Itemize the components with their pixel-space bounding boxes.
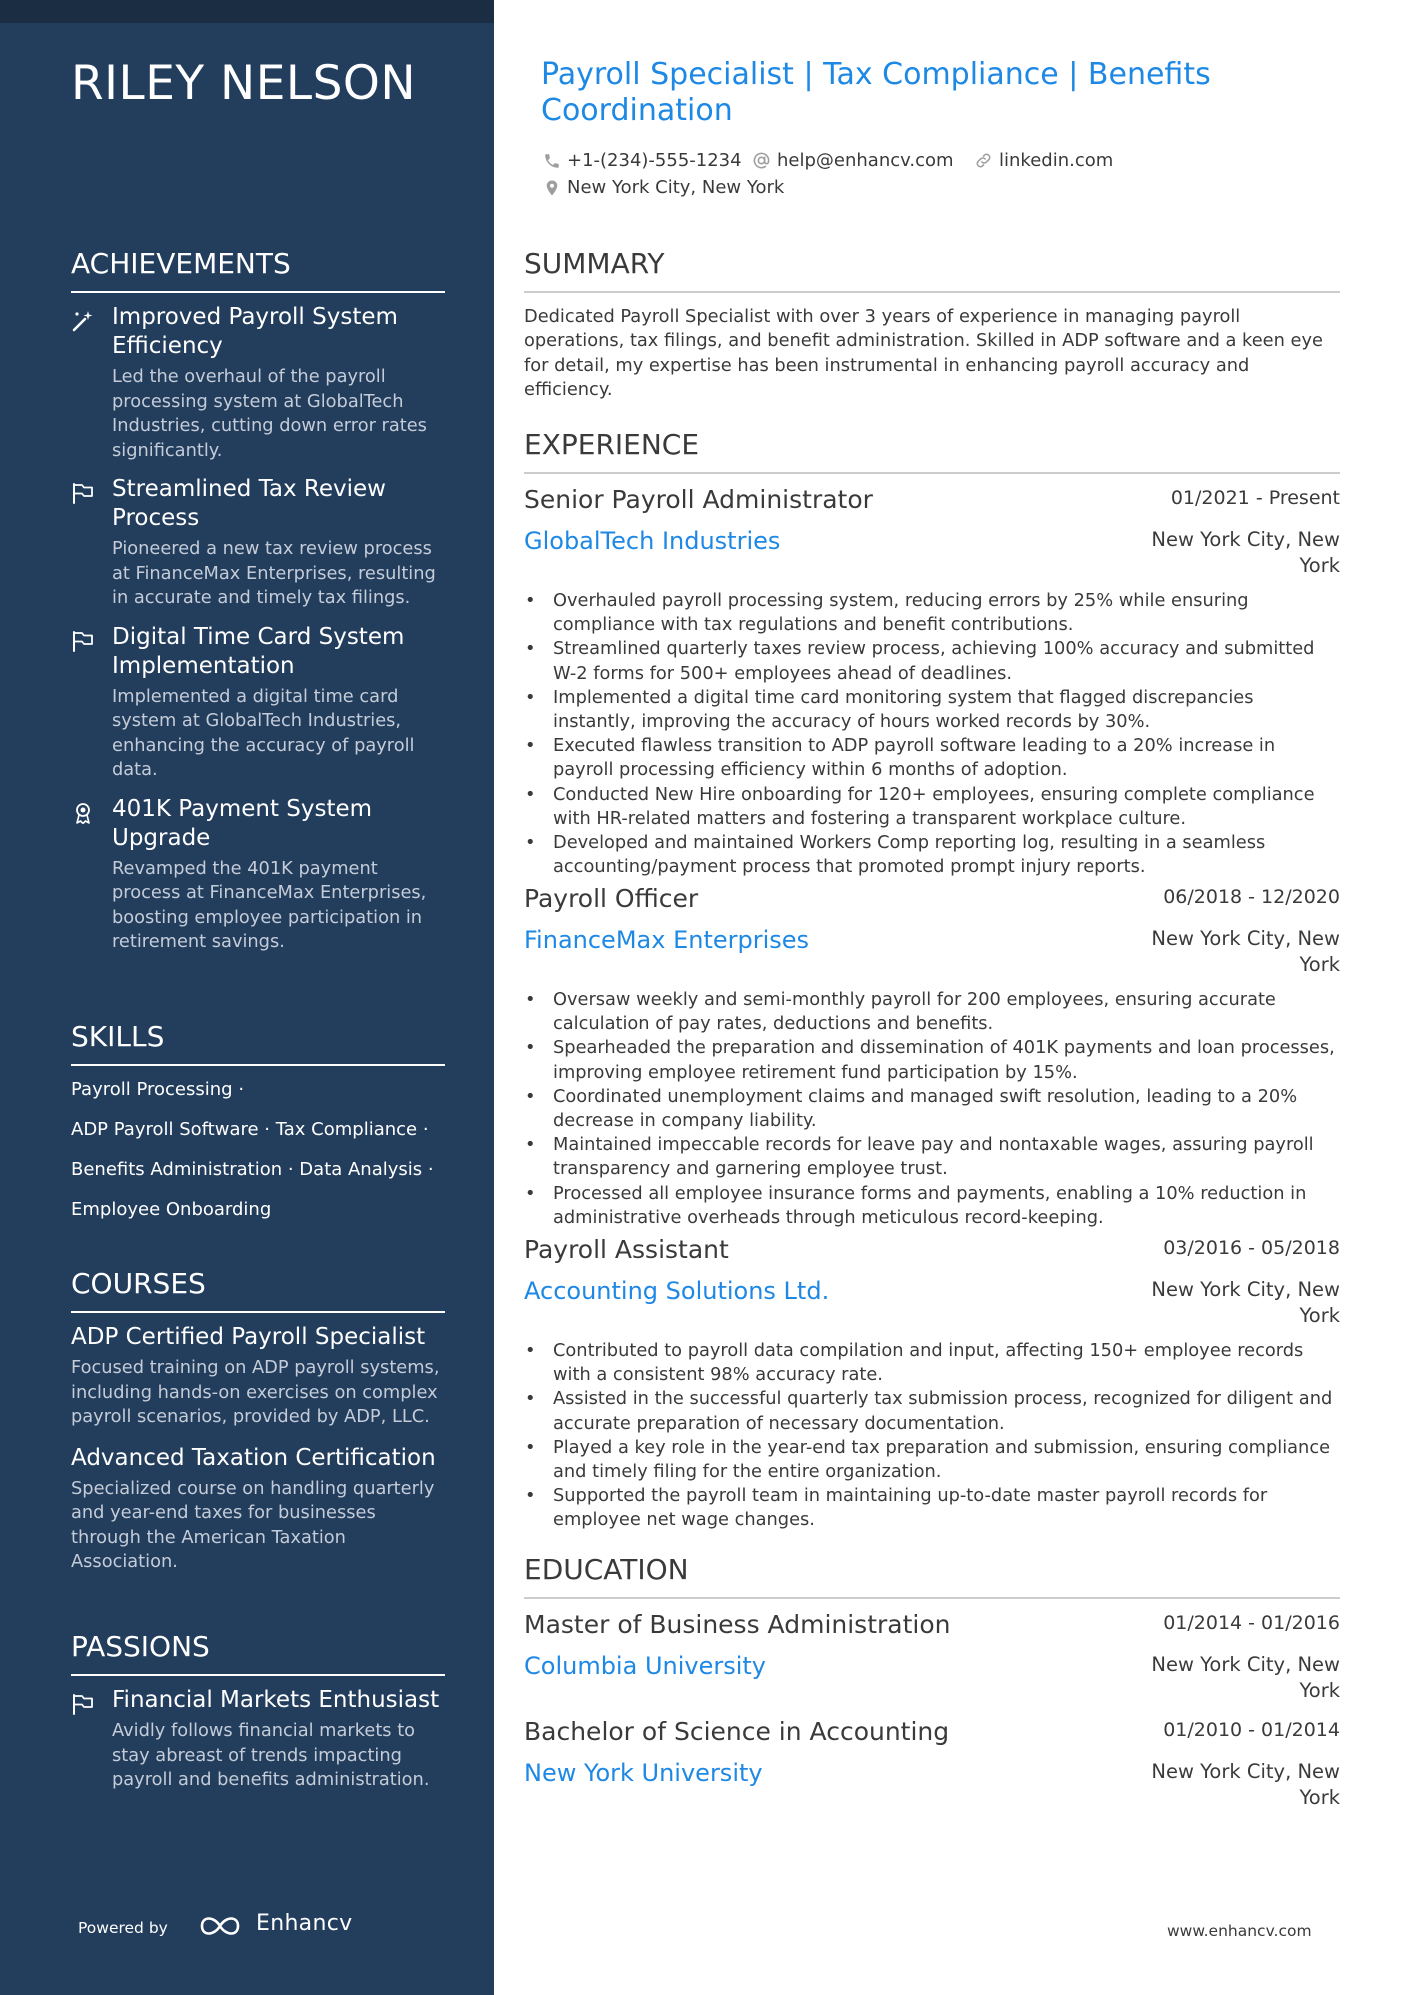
- skills-heading: SKILLS: [71, 1020, 445, 1066]
- education-heading: EDUCATION: [524, 1553, 1340, 1599]
- bullet-item: • Overhauled payroll processing system, reducing errors by 25% while ensuring compliance with tax regulations and benefit contributions.: [524, 589, 1340, 637]
- course-desc: Specialized course on handling quarterly and year-end taxes for businesses through the American Taxation Association.: [71, 1477, 435, 1572]
- flag-icon: [71, 629, 95, 653]
- at-sign-icon: [752, 151, 771, 170]
- bullet-item: • Played a key role in the year-end tax preparation and submission, ensuring compliance and timely filing for the entire organization.: [524, 1436, 1340, 1484]
- company-name: FinanceMax Enterprises: [524, 926, 810, 954]
- passions-heading: PASSIONS: [71, 1630, 445, 1676]
- sidebar: [0, 0, 494, 1995]
- edu-dates: 01/2014 - 01/2016: [1163, 1612, 1340, 1634]
- bullet-item: • Assisted in the successful quarterly tax submission process, recognized for diligent and accurate preparation of necessary documentation.: [524, 1387, 1340, 1435]
- headline: Payroll Specialist | Tax Compliance | Benefits Coordination: [541, 57, 1211, 128]
- achievements-section: [71, 247, 445, 967]
- edu-dates: 01/2010 - 01/2014: [1163, 1719, 1340, 1741]
- achievement-item: [71, 623, 445, 783]
- passion-item: [71, 1686, 445, 1793]
- achievement-title: Improved Payroll System Efficiency: [112, 304, 398, 359]
- achievement-title: Digital Time Card System Implementation: [112, 623, 405, 679]
- linkedin-text: linkedin.com: [999, 150, 1114, 171]
- job-location: New York City, New York: [1151, 927, 1340, 976]
- education-item: [524, 1610, 1340, 1714]
- job-dates: 01/2021 - Present: [1170, 487, 1340, 509]
- job-title: Senior Payroll Administrator: [524, 485, 873, 514]
- job-title: Payroll Assistant: [524, 1235, 729, 1264]
- edu-location: New York City, New York: [1151, 1760, 1340, 1809]
- edu-location: New York City, New York: [1151, 1653, 1340, 1702]
- job-bullets: [524, 1339, 1340, 1533]
- achievement-item: [71, 303, 445, 463]
- job-dates: 03/2016 - 05/2018: [1163, 1237, 1340, 1259]
- passion-title: Financial Markets Enthusiast: [112, 1687, 440, 1713]
- enhancv-brand: Enhancv: [256, 1911, 353, 1936]
- bullet-item: • Oversaw weekly and semi-monthly payroll for 200 employees, ensuring accurate calculation of pay rates, deductions and benefits.: [524, 988, 1340, 1036]
- bullet-item: • Contributed to payroll data compilation and input, affecting 150+ employee records with a consistent 98% accuracy rate.: [524, 1339, 1340, 1387]
- experience-item: [524, 1235, 1340, 1533]
- degree-title: Master of Business Administration: [524, 1610, 951, 1639]
- skill-item: Employee Onboarding: [71, 1199, 272, 1220]
- achievement-desc: Led the overhaul of the payroll processing system at GlobalTech Industries, cutting down error rates significantly.: [112, 366, 427, 461]
- bullet-item: • Conducted New Hire onboarding for 120+ employees, ensuring complete compliance with HR-related matters and fostering a transparent workplace culture.: [524, 783, 1340, 831]
- achievement-item: [71, 475, 445, 611]
- experience-item: [524, 485, 1340, 879]
- experience-item: [524, 884, 1340, 1230]
- location-text: New York City, New York: [567, 177, 785, 198]
- candidate-name: RILEY NELSON: [71, 56, 417, 111]
- summary-heading: SUMMARY: [524, 247, 1340, 293]
- skill-item: Payroll Processing ·: [71, 1079, 245, 1100]
- phone-icon: [543, 152, 561, 170]
- enhancv-logo-icon: [196, 1908, 244, 1944]
- job-bullets: [524, 589, 1340, 879]
- passion-desc: Avidly follows financial markets to stay abreast of trends impacting payroll and benefits administration.: [112, 1720, 430, 1790]
- bullet-item: • Coordinated unemployment claims and managed swift resolution, leading to a 20% decrease in company liability.: [524, 1085, 1340, 1133]
- achievement-desc: Implemented a digital time card system at GlobalTech Industries, enhancing the accuracy of payroll data.: [112, 685, 415, 780]
- flag-icon: [71, 1692, 95, 1716]
- contact-location: [543, 177, 784, 198]
- bullet-item: • Spearheaded the preparation and dissemination of 401K payments and loan processes, improving employee retirement fund participation by 15%.: [524, 1036, 1340, 1084]
- company-name: Accounting Solutions Ltd.: [524, 1277, 830, 1305]
- achievement-desc: Revamped the 401K payment process at FinanceMax Enterprises, boosting employee participation in retirement savings.: [112, 857, 427, 952]
- email-text: help@enhancv.com: [777, 150, 954, 171]
- school-name: Columbia University: [524, 1652, 767, 1680]
- skill-item: ADP Payroll Software · Tax Compliance ·: [71, 1119, 429, 1140]
- footer-website[interactable]: www.enhancv.com: [1167, 1922, 1312, 1940]
- contact-phone[interactable]: [543, 150, 742, 171]
- bullet-item: • Processed all employee insurance forms and payments, enabling a 10% reduction in administrative overheads through meticulous record-keeping.: [524, 1182, 1340, 1230]
- job-dates: 06/2018 - 12/2020: [1163, 886, 1340, 908]
- education-item: [524, 1717, 1340, 1821]
- job-location: New York City, New York: [1151, 528, 1340, 577]
- school-name: New York University: [524, 1759, 763, 1787]
- powered-by-label: Powered by: [78, 1919, 168, 1937]
- bullet-item: • Developed and maintained Workers Comp reporting log, resulting in a seamless accounting/payment process that promoted prompt injury reports.: [524, 831, 1340, 879]
- contact-email[interactable]: [752, 150, 954, 171]
- course-title: Advanced Taxation Certification: [71, 1444, 436, 1471]
- bullet-item: • Implemented a digital time card monitoring system that flagged discrepancies instantly, improving the accuracy of hours worked records by 30%.: [524, 686, 1340, 734]
- summary-text: Dedicated Payroll Specialist with over 3 years of experience in managing payroll operations, tax filings, and benefit administration. Skilled in ADP software and a keen eye for detail, my expertise has been instrumental in enhancing payroll accuracy and efficiency.: [524, 306, 1323, 400]
- job-bullets: [524, 988, 1340, 1230]
- achievement-desc: Pioneered a new tax review process at FinanceMax Enterprises, resulting in accurate and timely tax filings.: [112, 538, 436, 608]
- company-name: GlobalTech Industries: [524, 527, 781, 555]
- passions-section: [71, 1630, 445, 1805]
- flag-icon: [71, 481, 95, 505]
- bullet-item: • Executed flawless transition to ADP payroll software leading to a 20% increase in payroll processing efficiency within 6 months of adoption.: [524, 734, 1340, 782]
- achievements-heading: ACHIEVEMENTS: [71, 247, 445, 293]
- skills-section: [71, 1020, 445, 1238]
- experience-heading: EXPERIENCE: [524, 428, 1340, 474]
- achievement-item: [71, 795, 445, 955]
- job-title: Payroll Officer: [524, 884, 699, 913]
- courses-section: [71, 1267, 445, 1589]
- degree-title: Bachelor of Science in Accounting: [524, 1717, 950, 1746]
- award-ribbon-icon: [71, 801, 95, 825]
- link-icon: [974, 151, 993, 170]
- achievement-title: 401K Payment System Upgrade: [112, 795, 373, 851]
- courses-heading: COURSES: [71, 1267, 445, 1313]
- job-location: New York City, New York: [1151, 1278, 1340, 1327]
- course-title: ADP Certified Payroll Specialist: [71, 1324, 426, 1350]
- skill-item: Benefits Administration · Data Analysis ·: [71, 1159, 434, 1180]
- bullet-item: • Streamlined quarterly taxes review process, achieving 100% accuracy and submitted W-2 forms for 500+ employees ahead of deadlines.: [524, 637, 1340, 685]
- sidebar-top-bar: [0, 0, 494, 23]
- skills-list: [71, 1078, 445, 1238]
- bullet-item: • Maintained impeccable records for leave pay and nontaxable wages, assuring payroll transparency and garnering employee trust.: [524, 1133, 1340, 1181]
- achievement-title: Streamlined Tax Review Process: [112, 476, 386, 531]
- phone-text: +1-(234)-555-1234: [567, 150, 742, 171]
- location-pin-icon: [543, 178, 561, 198]
- bullet-item: • Supported the payroll team in maintaining up-to-date master payroll records for employee net wage changes.: [524, 1484, 1340, 1532]
- magic-wand-icon: [71, 309, 95, 333]
- course-desc: Focused training on ADP payroll systems, including hands-on exercises on complex payroll scenarios, provided by ADP, LLC.: [71, 1357, 440, 1427]
- contact-linkedin[interactable]: [974, 150, 1113, 171]
